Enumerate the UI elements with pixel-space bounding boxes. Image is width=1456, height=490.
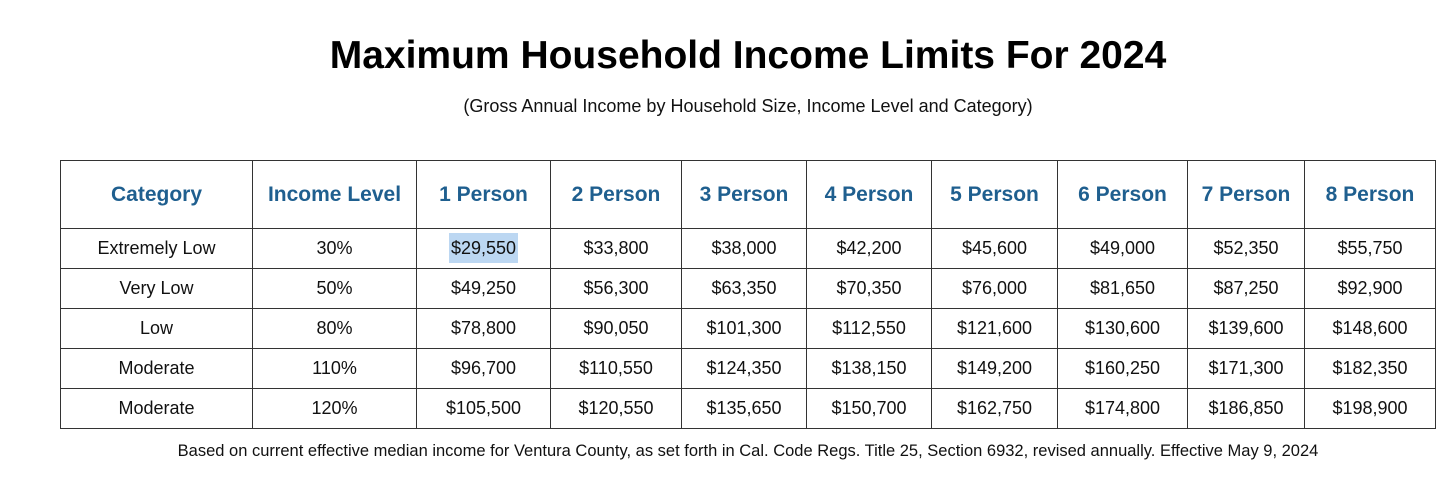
income-cell: $112,550 <box>807 309 932 349</box>
income-level-cell: 120% <box>253 389 417 429</box>
income-cell: $49,250 <box>417 269 551 309</box>
income-cell: $150,700 <box>807 389 932 429</box>
income-cell: $198,900 <box>1305 389 1436 429</box>
income-cell: $81,650 <box>1058 269 1188 309</box>
column-header-5-person: 5 Person <box>932 161 1058 229</box>
income-cell: $63,350 <box>682 269 807 309</box>
table-row <box>61 269 1436 309</box>
income-cell: $78,800 <box>417 309 551 349</box>
column-header-2-person: 2 Person <box>551 161 682 229</box>
income-level-cell: 80% <box>253 309 417 349</box>
income-cell: $148,600 <box>1305 309 1436 349</box>
column-header-8-person: 8 Person <box>1305 161 1436 229</box>
income-cell: $42,200 <box>807 229 932 269</box>
income-cell: $160,250 <box>1058 349 1188 389</box>
income-cell: $135,650 <box>682 389 807 429</box>
column-header-category: Category <box>61 161 253 229</box>
category-cell: Low <box>61 309 253 349</box>
page-title: Maximum Household Income Limits For 2024 <box>329 34 1167 77</box>
table-row <box>61 389 1436 429</box>
income-cell: $33,800 <box>551 229 682 269</box>
income-cell: $121,600 <box>932 309 1058 349</box>
income-cell: $171,300 <box>1188 349 1305 389</box>
page-subtitle: (Gross Annual Income by Household Size, Income Level and Category) <box>463 96 1033 116</box>
table-row <box>61 229 1436 269</box>
income-cell: $149,200 <box>932 349 1058 389</box>
income-cell: $138,150 <box>807 349 932 389</box>
table-row <box>61 349 1436 389</box>
income-cell: $70,350 <box>807 269 932 309</box>
column-header-7-person: 7 Person <box>1188 161 1305 229</box>
column-header-6-person: 6 Person <box>1058 161 1188 229</box>
footnote: Based on current effective median income for Ventura County, as set forth in Cal. Code Regs. Title 25, Section 6932, revised annually. Effective May 9, 2024 <box>177 442 1319 460</box>
table-row <box>61 309 1436 349</box>
income-level-cell: 30% <box>253 229 417 269</box>
income-cell: $162,750 <box>932 389 1058 429</box>
income-cell: $110,550 <box>551 349 682 389</box>
income-limits-table <box>60 160 1436 429</box>
column-header-4-person: 4 Person <box>807 161 932 229</box>
income-cell <box>417 229 551 269</box>
income-cell: $101,300 <box>682 309 807 349</box>
income-cell: $87,250 <box>1188 269 1305 309</box>
income-cell: $92,900 <box>1305 269 1436 309</box>
category-cell: Very Low <box>61 269 253 309</box>
income-cell: $105,500 <box>417 389 551 429</box>
income-cell: $130,600 <box>1058 309 1188 349</box>
income-cell: $76,000 <box>932 269 1058 309</box>
income-cell: $52,350 <box>1188 229 1305 269</box>
income-cell: $139,600 <box>1188 309 1305 349</box>
income-cell: $182,350 <box>1305 349 1436 389</box>
income-cell: $120,550 <box>551 389 682 429</box>
income-cell: $49,000 <box>1058 229 1188 269</box>
table-header-row <box>61 161 1436 229</box>
column-header-1-person: 1 Person <box>417 161 551 229</box>
income-level-cell: 110% <box>253 349 417 389</box>
category-cell: Extremely Low <box>61 229 253 269</box>
income-cell: $45,600 <box>932 229 1058 269</box>
income-cell: $124,350 <box>682 349 807 389</box>
column-header-3-person: 3 Person <box>682 161 807 229</box>
income-level-cell: 50% <box>253 269 417 309</box>
income-cell: $38,000 <box>682 229 807 269</box>
category-cell: Moderate <box>61 349 253 389</box>
column-header-income-level: Income Level <box>253 161 417 229</box>
income-cell: $96,700 <box>417 349 551 389</box>
category-cell: Moderate <box>61 389 253 429</box>
income-cell: $186,850 <box>1188 389 1305 429</box>
income-cell: $174,800 <box>1058 389 1188 429</box>
selected-text-highlight[interactable]: $29,550 <box>449 233 518 263</box>
income-cell: $55,750 <box>1305 229 1436 269</box>
income-cell: $56,300 <box>551 269 682 309</box>
income-cell: $90,050 <box>551 309 682 349</box>
